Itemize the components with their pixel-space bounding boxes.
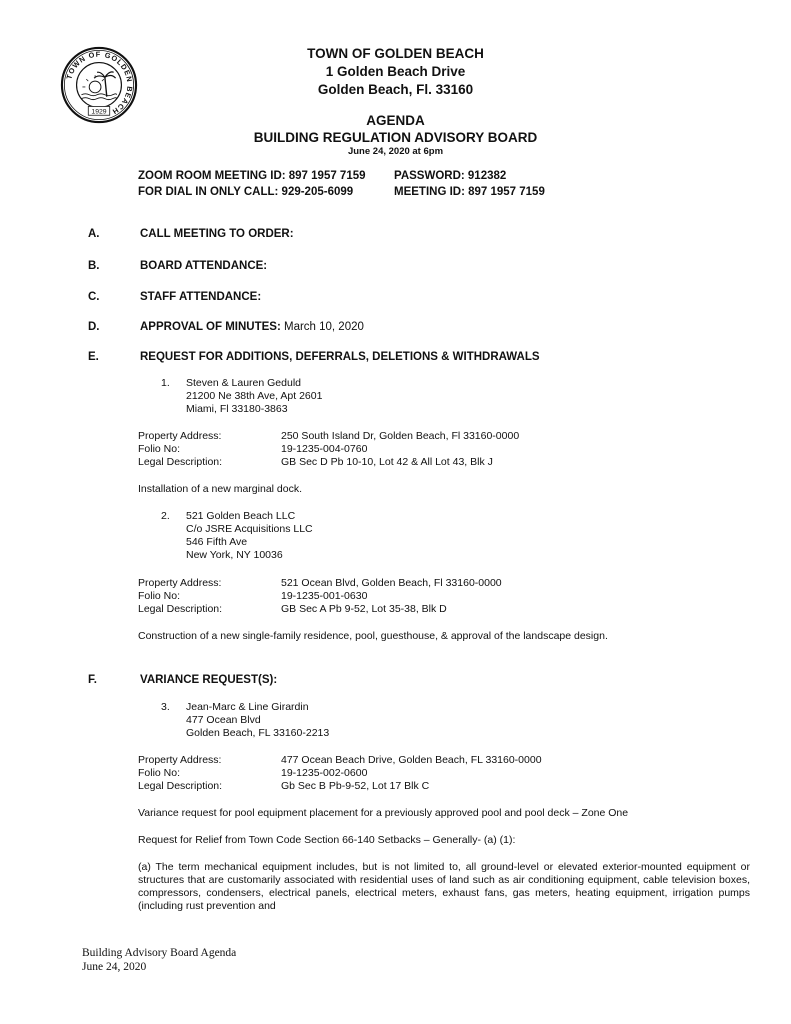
- owner-line: New York, NY 10036: [186, 549, 283, 561]
- owner-line: Golden Beach, FL 33160-2213: [186, 727, 330, 739]
- folio-number: 19-1235-004-0760: [281, 443, 368, 455]
- section-title: BOARD ATTENDANCE:: [140, 260, 268, 272]
- zoom-meeting-id: ZOOM ROOM MEETING ID: 897 1957 7159: [138, 170, 366, 182]
- meeting-date: June 24, 2020 at 6pm: [347, 146, 444, 157]
- owner-line: 477 Ocean Blvd: [186, 714, 261, 726]
- item-number: 3.: [161, 701, 170, 713]
- section-b: [88, 260, 267, 272]
- owner-line: 21200 Ne 38th Ave, Apt 2601: [186, 390, 323, 402]
- item-number: 1.: [161, 377, 170, 389]
- section-title: CALL MEETING TO ORDER:: [140, 228, 294, 240]
- owner-line: Miami, Fl 33180-3863: [186, 403, 288, 415]
- item-2-owner: [186, 510, 313, 562]
- footer-title: Building Advisory Board Agenda: [82, 947, 237, 959]
- owner-line: Jean-Marc & Line Girardin: [186, 701, 309, 713]
- owner-line: 546 Fifth Ave: [186, 536, 248, 548]
- folio-label: Folio No:: [138, 443, 181, 455]
- minutes-date: March 10, 2020: [283, 321, 364, 333]
- zoom-password: PASSWORD: 912382: [394, 170, 507, 182]
- agenda-header: [0, 45, 791, 99]
- agenda-title: AGENDA: [366, 113, 425, 128]
- item-2-description: Construction of a new single-family residence, pool, guesthouse, & approval of the landscape design.: [138, 630, 608, 642]
- seal-ring-text: TOWN OF GOLDEN BEACH: [64, 49, 135, 117]
- zoom-line-2: [138, 186, 545, 198]
- folio-number: 19-1235-002-0600: [281, 767, 368, 779]
- owner-line: 521 Golden Beach LLC: [186, 510, 296, 522]
- section-title: APPROVAL OF MINUTES:: [140, 321, 281, 333]
- legal-label: Legal Description:: [138, 780, 223, 792]
- item-1-details: [138, 430, 519, 469]
- property-label: Property Address:: [138, 754, 222, 766]
- folio-label: Folio No:: [138, 590, 181, 602]
- section-letter: F.: [88, 674, 97, 686]
- section-a: [88, 228, 294, 240]
- section-title: STAFF ATTENDANCE:: [140, 291, 262, 303]
- seal-year: 1929: [91, 108, 107, 116]
- item-3-relief-request: Request for Relief from Town Code Section 66-140 Setbacks – Generally- (a) (1):: [138, 834, 516, 846]
- section-f: [88, 674, 277, 686]
- section-title: REQUEST FOR ADDITIONS, DEFERRALS, DELETIONS & WITHDRAWALS: [140, 351, 540, 363]
- town-name: TOWN OF GOLDEN BEACH: [307, 46, 484, 61]
- property-label: Property Address:: [138, 577, 222, 589]
- section-letter: B.: [88, 260, 100, 272]
- section-letter: C.: [88, 291, 100, 303]
- owner-line: C/o JSRE Acquisitions LLC: [186, 523, 313, 535]
- folio-number: 19-1235-001-0630: [281, 590, 368, 602]
- item-3-details: [138, 754, 542, 793]
- item-1-owner: [186, 377, 322, 416]
- item-3-description: Variance request for pool equipment placement for a previously approved pool and pool deck – Zone One: [138, 807, 629, 819]
- board-name: BUILDING REGULATION ADVISORY BOARD: [253, 130, 538, 145]
- section-letter: E.: [88, 351, 99, 363]
- property-label: Property Address:: [138, 430, 222, 442]
- town-address-line1: 1 Golden Beach Drive: [325, 64, 466, 79]
- legal-description: GB Sec A Pb 9-52, Lot 35-38, Blk D: [281, 603, 447, 615]
- footer-date: June 24, 2020: [82, 961, 147, 973]
- legal-label: Legal Description:: [138, 603, 223, 615]
- dial-in-meeting-id: MEETING ID: 897 1957 7159: [394, 186, 545, 198]
- legal-description: GB Sec D Pb 10-10, Lot 42 & All Lot 43, Blk J: [281, 456, 493, 468]
- section-d: [88, 321, 364, 333]
- item-number: 2.: [161, 510, 170, 522]
- legal-description: Gb Sec B Pb-9-52, Lot 17 Blk C: [281, 780, 430, 792]
- section-c: [88, 291, 261, 303]
- section-e: [88, 351, 540, 363]
- legal-label: Legal Description:: [138, 456, 223, 468]
- page-footer: [82, 946, 236, 974]
- section-title: VARIANCE REQUEST(S):: [140, 674, 278, 686]
- item-3-code-definition: (a) The term mechanical equipment includes, but is not limited to, all ground-level or elevated exterior-mounted equipment or structures that are customarily associated with residential uses of land such as air conditioning equipment, cable television boxes, compressors, condensers, electrical panels, electrical meters, exhaust fans, gas meters, heating equipment, irrigation pumps (including rust prevention and: [138, 861, 750, 912]
- dial-in-number: FOR DIAL IN ONLY CALL: 929-205-6099: [138, 186, 354, 198]
- zoom-line-1: [138, 170, 506, 182]
- section-letter: A.: [88, 228, 100, 240]
- agenda-title-block: [0, 112, 791, 158]
- property-address: 250 South Island Dr, Golden Beach, Fl 33160-0000: [281, 430, 520, 442]
- section-letter: D.: [88, 321, 100, 333]
- item-3-owner: [186, 701, 329, 740]
- item-1-description: Installation of a new marginal dock.: [138, 483, 303, 495]
- property-address: 521 Ocean Blvd, Golden Beach, Fl 33160-0000: [281, 577, 502, 589]
- folio-label: Folio No:: [138, 767, 181, 779]
- town-address-line2: Golden Beach, Fl. 33160: [317, 82, 474, 97]
- item-2-details: [138, 577, 502, 616]
- owner-line: Steven & Lauren Geduld: [186, 377, 301, 389]
- property-address: 477 Ocean Beach Drive, Golden Beach, FL 33160-0000: [281, 754, 542, 766]
